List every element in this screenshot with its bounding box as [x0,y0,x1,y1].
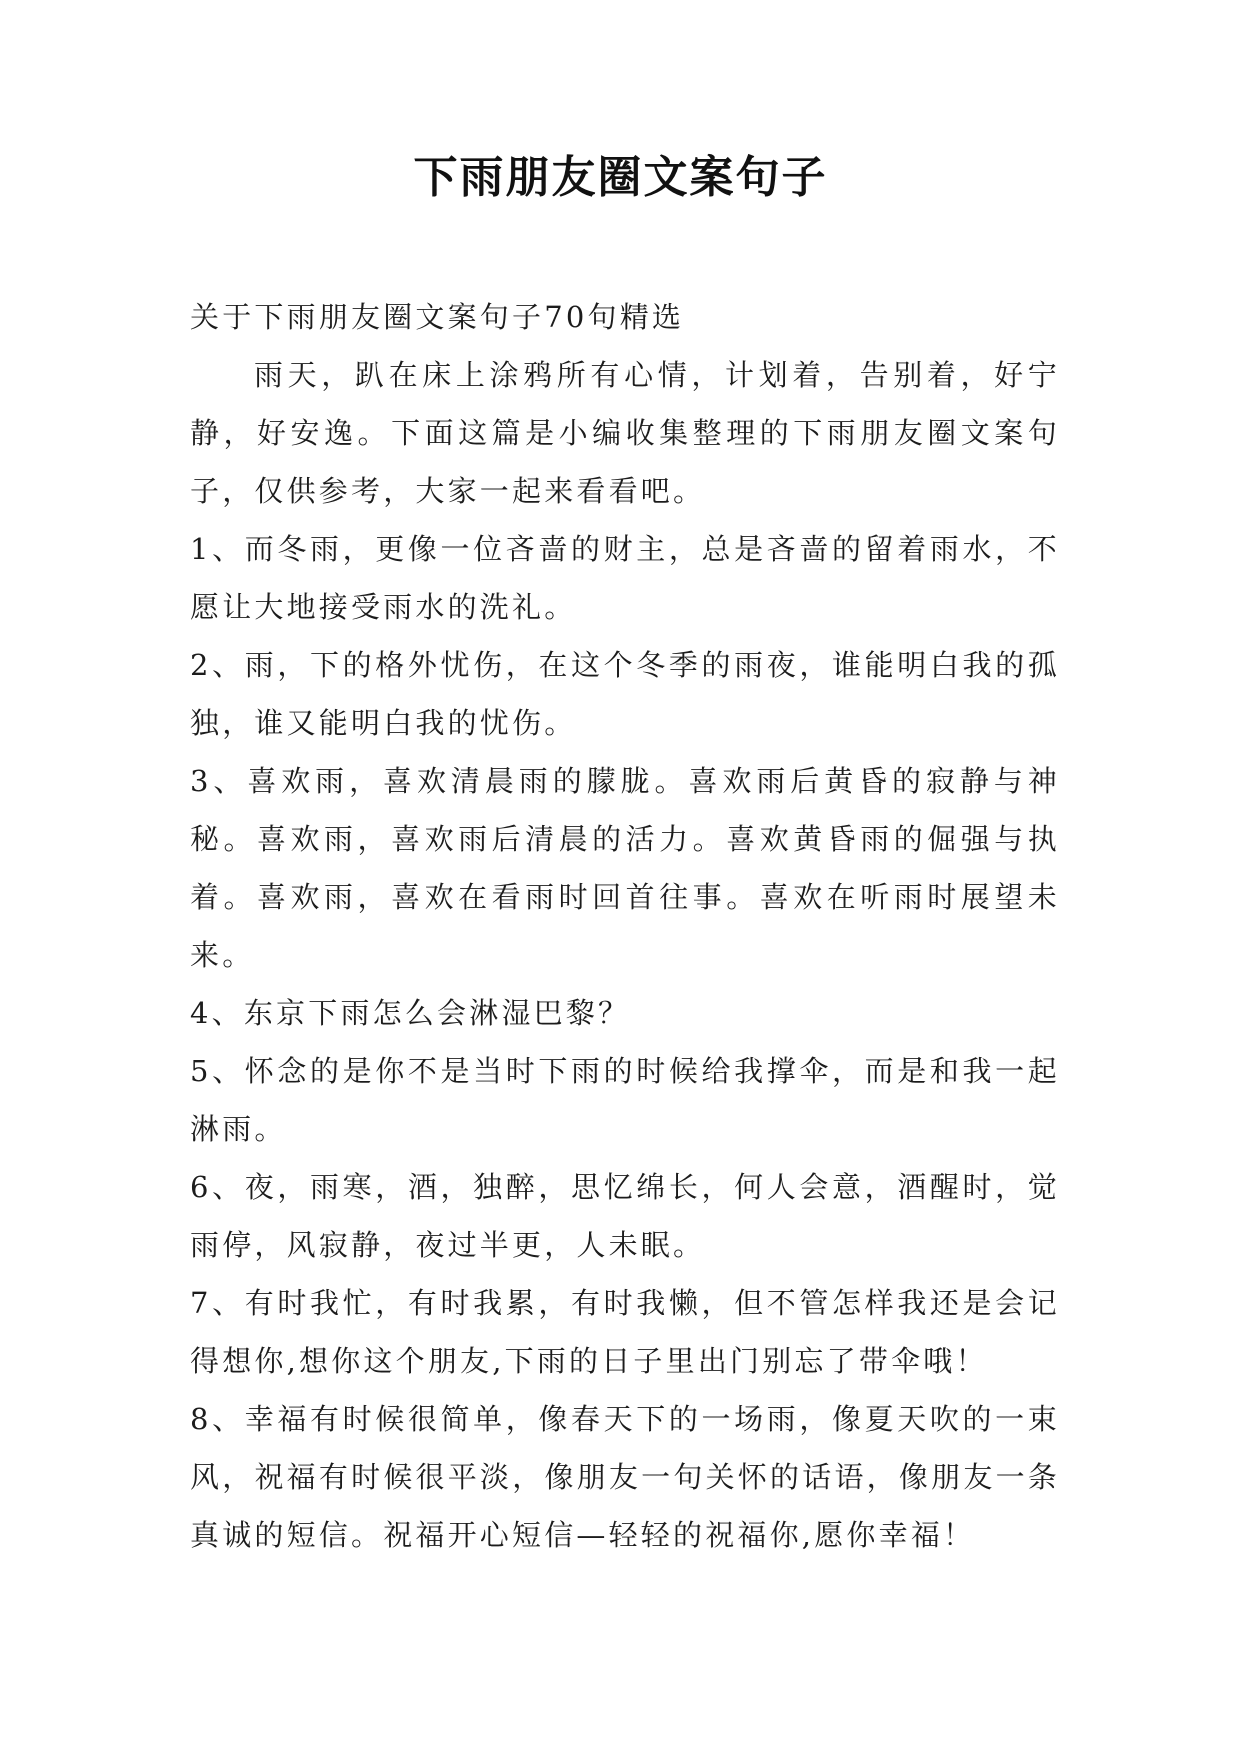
document-title: 下雨朋友圈文案句子 [413,152,828,203]
document-subtitle: 关于下雨朋友圈文案句子70句精选 [190,300,685,334]
list-item: 8、幸福有时候很简单，像春天下的一场雨，像夏天吹的一束风，祝福有时候很平淡，像朋友一句关怀的话语，像朋友一条真诚的短信。祝福开心短信—轻轻的祝福你,愿你幸福！ [190,1402,1060,1552]
list-item: 6、夜，雨寒，酒，独醉，思忆绵长，何人会意，酒醒时，觉雨停，风寂静，夜过半更，人未眠。 [190,1170,1060,1262]
document-body [190,288,1060,1564]
list-item: 3、喜欢雨，喜欢清晨雨的朦胧。喜欢雨后黄昏的寂静与神秘。喜欢雨，喜欢雨后清晨的活力。喜欢黄昏雨的倔强与执着。喜欢雨，喜欢在看雨时回首往事。喜欢在听雨时展望未来。 [190,764,1060,972]
list-item: 4、东京下雨怎么会淋湿巴黎？ [190,996,631,1030]
list-item: 5、怀念的是你不是当时下雨的时候给我撑伞，而是和我一起淋雨。 [190,1054,1060,1146]
list-item: 2、雨，下的格外忧伤，在这个冬季的雨夜，谁能明白我的孤独，谁又能明白我的忧伤。 [190,648,1060,740]
list-item: 7、有时我忙，有时我累，有时我懒，但不管怎样我还是会记得想你,想你这个朋友,下雨的日子里出门别忘了带伞哦！ [190,1286,1060,1378]
list-item: 1、而冬雨，更像一位吝啬的财主，总是吝啬的留着雨水，不愿让大地接受雨水的洗礼。 [190,532,1060,624]
intro-paragraph: 雨天，趴在床上涂鸦所有心情，计划着，告别着，好宁静，好安逸。下面这篇是小编收集整理的下雨朋友圈文案句子，仅供参考，大家一起来看看吧。 [190,358,1060,508]
